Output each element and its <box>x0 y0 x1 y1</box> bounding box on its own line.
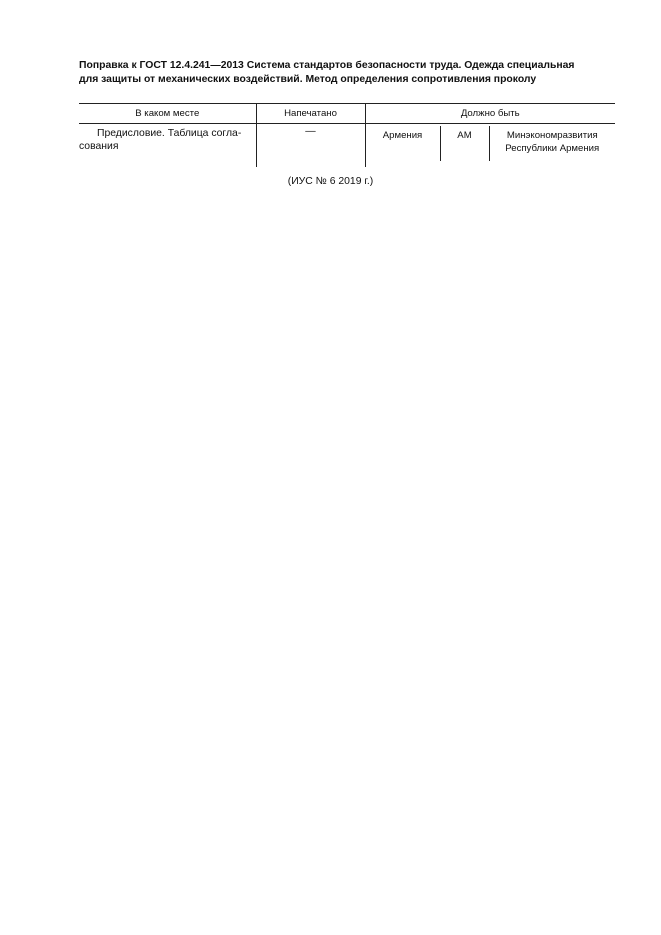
should-be-country: Армения <box>382 130 423 141</box>
table-header-row <box>79 104 615 124</box>
cell-place <box>79 124 256 168</box>
cell-printed: — <box>256 124 365 168</box>
correction-table <box>79 103 615 167</box>
table-row <box>79 124 615 168</box>
place-text-line-1: Предисловие. Таблица согла- <box>97 128 242 139</box>
should-be-organization <box>489 126 616 161</box>
organization-line-2: Республики Армения <box>505 142 600 154</box>
header-should-be: Должно быть <box>365 104 615 124</box>
title-line-2: для защиты от механических воздействий. Метод определения сопротивления проколу <box>79 73 537 85</box>
should-be-country-code: AM <box>440 126 489 161</box>
header-printed: Напечатано <box>256 104 365 124</box>
document-title <box>79 59 619 86</box>
place-text-line-2: сования <box>79 141 119 152</box>
title-line-1: Поправка к ГОСТ 12.4.241—2013 Система стандартов безопасности труда. Одежда специальная <box>79 60 575 71</box>
ius-reference: (ИУС № 6 2019 г.) <box>287 176 374 187</box>
header-place: В каком месте <box>79 104 256 124</box>
organization-line-1: Минэкономразвития <box>506 130 598 141</box>
cell-should-be <box>365 124 615 168</box>
should-be-subtable <box>366 126 616 161</box>
